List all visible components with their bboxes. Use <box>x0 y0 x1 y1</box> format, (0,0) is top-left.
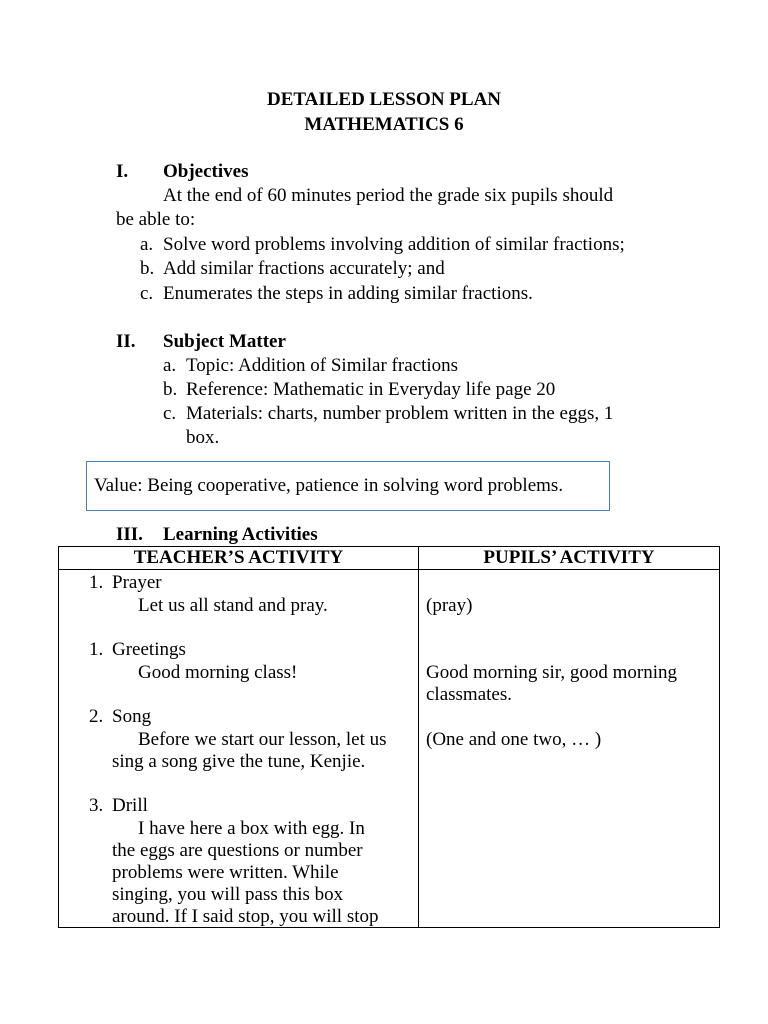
subject-a-letter: a. <box>163 355 177 376</box>
activities-table <box>58 546 720 928</box>
subject-matter-number: II. <box>116 331 136 352</box>
subject-a-text: Topic: Addition of Similar fractions <box>186 355 459 376</box>
prayer-label: Prayer <box>112 572 162 593</box>
document-subtitle: MATHEMATICS 6 <box>304 114 464 135</box>
drill-text-line-3: problems were written. While <box>112 862 339 883</box>
subject-b-letter: b. <box>163 379 178 400</box>
objectives-intro-line-1: At the end of 60 minutes period the grade six pupils should <box>163 185 614 206</box>
value-text: Value: Being cooperative, patience in solving word problems. <box>94 475 564 496</box>
drill-label: Drill <box>112 795 148 816</box>
song-text-line-2: sing a song give the tune, Kenjie. <box>112 751 366 772</box>
prayer-text: Let us all stand and pray. <box>138 595 328 616</box>
pupils-song-response: (One and one two, … ) <box>426 729 602 750</box>
greetings-label: Greetings <box>112 639 186 660</box>
prayer-number: 1. <box>89 572 104 593</box>
greetings-text: Good morning class! <box>138 662 298 683</box>
learning-activities-heading: Learning Activities <box>163 524 318 545</box>
objectives-number: I. <box>116 161 129 182</box>
objective-c-letter: c. <box>140 283 154 304</box>
drill-text-line-2: the eggs are questions or number <box>112 840 363 861</box>
subject-c-text: Materials: charts, number problem written in the eggs, 1 <box>186 403 614 424</box>
subject-c-continuation: box. <box>186 427 220 448</box>
pupils-greeting-line-2: classmates. <box>426 684 513 705</box>
drill-number: 3. <box>89 795 104 816</box>
objective-b-text: Add similar fractions accurately; and <box>163 258 445 279</box>
objective-a-letter: a. <box>140 234 154 255</box>
song-number: 2. <box>89 706 104 727</box>
value-box <box>86 461 610 511</box>
pupils-activity-header: PUPILS’ ACTIVITY <box>483 547 655 568</box>
drill-text-line-5: around. If I said stop, you will stop <box>112 906 379 927</box>
subject-c-letter: c. <box>163 403 177 424</box>
subject-matter-heading: Subject Matter <box>163 331 286 352</box>
greetings-number: 1. <box>89 639 104 660</box>
objectives-heading: Objectives <box>163 161 249 182</box>
objective-c-text: Enumerates the steps in adding similar fractions. <box>163 283 533 304</box>
drill-text-line-4: singing, you will pass this box <box>112 884 344 905</box>
document-title: DETAILED LESSON PLAN <box>266 89 502 110</box>
pupils-pray-response: (pray) <box>426 595 473 616</box>
header-divider <box>59 569 719 570</box>
objectives-intro-line-2: be able to: <box>116 209 196 230</box>
drill-text-line-1: I have here a box with egg. In <box>138 818 365 839</box>
song-text-line-1: Before we start our lesson, let us <box>138 729 387 750</box>
pupils-greeting-line-1: Good morning sir, good morning <box>426 662 677 683</box>
objective-a-text: Solve word problems involving addition of similar fractions; <box>163 234 625 255</box>
objective-b-letter: b. <box>140 258 155 279</box>
teacher-activity-header: TEACHER’S ACTIVITY <box>133 547 344 568</box>
subject-b-text: Reference: Mathematic in Everyday life page 20 <box>186 379 556 400</box>
column-divider <box>418 547 419 927</box>
song-label: Song <box>112 706 152 727</box>
learning-activities-number: III. <box>116 524 143 545</box>
